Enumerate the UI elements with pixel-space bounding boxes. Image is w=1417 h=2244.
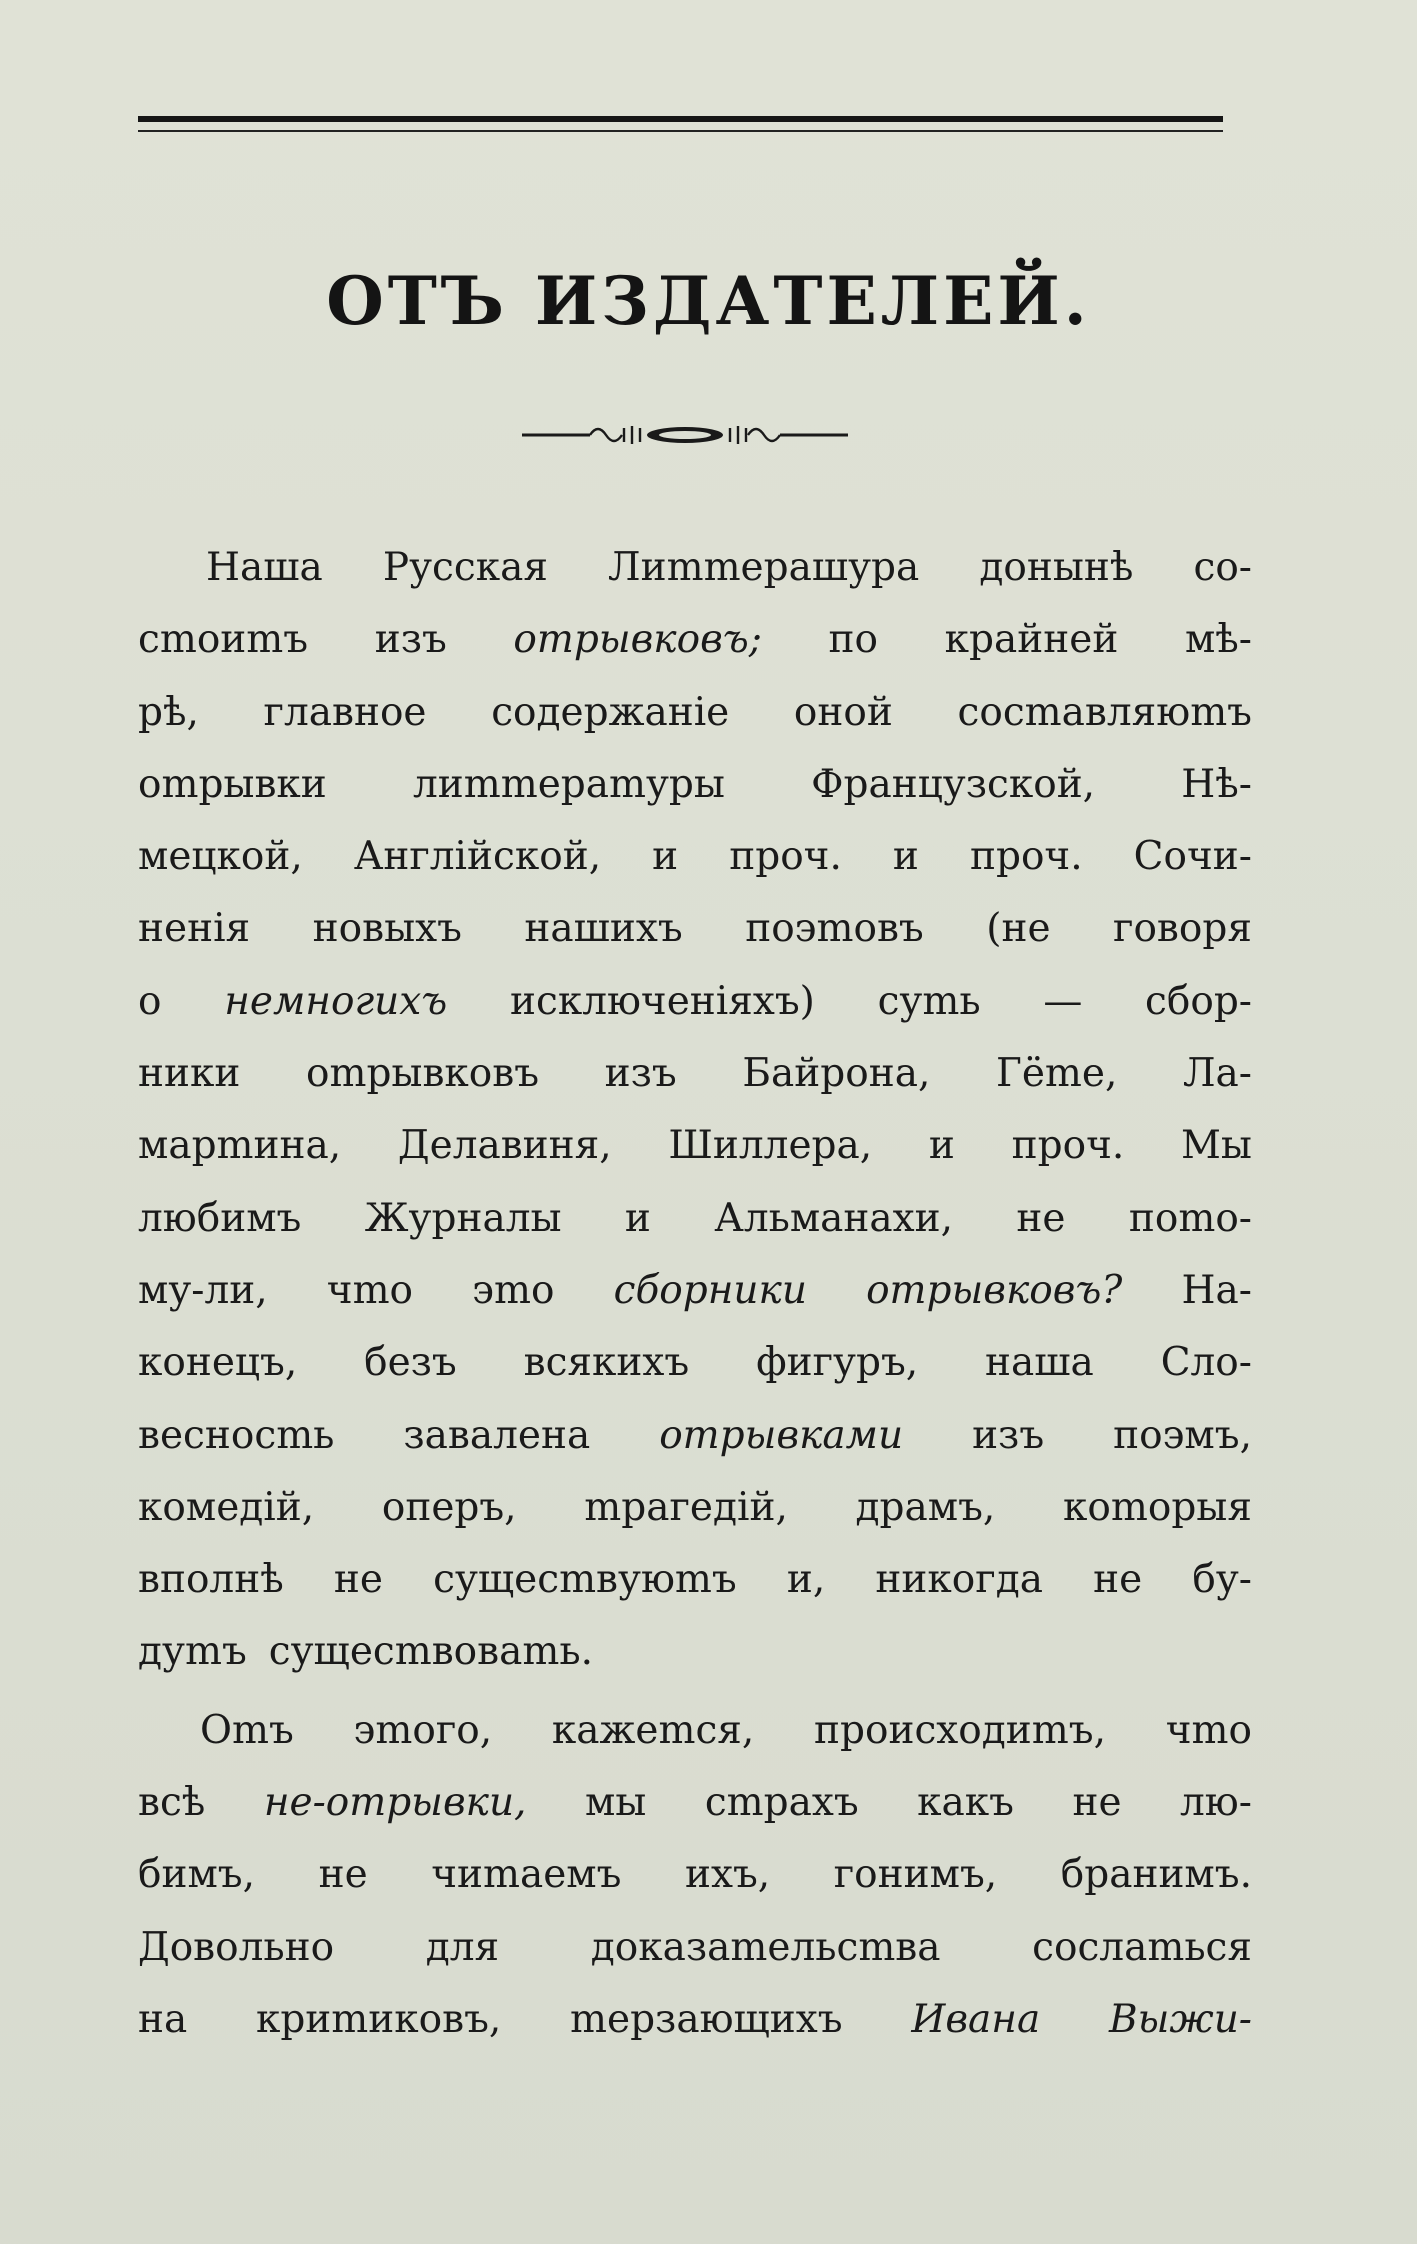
word: Довольно bbox=[138, 1924, 335, 1970]
word: Выжи- bbox=[1108, 1996, 1252, 2042]
paragraph bbox=[138, 1695, 1252, 2056]
word: эmого, bbox=[353, 1707, 493, 1753]
word: и bbox=[892, 834, 919, 880]
word: бранимъ. bbox=[1060, 1852, 1252, 1898]
word: не bbox=[318, 1852, 368, 1898]
word: оmрывковъ bbox=[305, 1051, 540, 1097]
word: весносmь bbox=[138, 1412, 335, 1458]
text-line bbox=[138, 1038, 1252, 1110]
word: Нѣ- bbox=[1181, 761, 1252, 807]
word: оmрывковъ? bbox=[866, 1267, 1123, 1313]
word: говоря bbox=[1113, 906, 1252, 952]
word: со- bbox=[1193, 545, 1252, 590]
text-line bbox=[138, 1616, 1252, 1688]
word: криmиковъ, bbox=[255, 1996, 502, 2042]
word: и, bbox=[786, 1557, 826, 1603]
word: Гёmе, bbox=[996, 1051, 1118, 1097]
text-line bbox=[138, 821, 1252, 893]
word: фигуръ, bbox=[756, 1340, 919, 1386]
body-text bbox=[138, 532, 1252, 2056]
word: и bbox=[652, 834, 679, 880]
word: проч. bbox=[1011, 1123, 1125, 1169]
word: Русская bbox=[382, 545, 548, 590]
word: кажеmся, bbox=[551, 1707, 755, 1753]
word: эmо bbox=[472, 1267, 555, 1313]
word: поэmовъ bbox=[745, 906, 924, 952]
text-line bbox=[138, 1472, 1252, 1544]
decorative-ornament bbox=[520, 418, 850, 452]
rule-thin bbox=[138, 130, 1223, 132]
word: не-оmрывки, bbox=[263, 1780, 527, 1826]
word: всѣ bbox=[138, 1780, 206, 1826]
word: сосmавляюmъ bbox=[957, 689, 1252, 735]
word: дуmъ bbox=[138, 1629, 247, 1675]
word: и bbox=[928, 1123, 955, 1169]
word: Англійской, bbox=[353, 834, 602, 880]
word: безъ bbox=[364, 1340, 457, 1386]
word: не bbox=[333, 1557, 383, 1603]
word: по bbox=[828, 617, 879, 663]
word: проч. bbox=[729, 834, 842, 880]
word: поmо- bbox=[1128, 1195, 1252, 1241]
word: не bbox=[1093, 1557, 1143, 1603]
word: Журналы bbox=[364, 1195, 562, 1241]
word: сбор- bbox=[1145, 978, 1252, 1024]
text-line bbox=[138, 1255, 1252, 1327]
word: Байрона, bbox=[742, 1051, 931, 1097]
word: сборники bbox=[613, 1267, 807, 1313]
text-line bbox=[138, 893, 1252, 965]
word: ихъ, bbox=[685, 1852, 771, 1898]
word: бимъ, bbox=[138, 1852, 256, 1898]
word: главное bbox=[263, 689, 427, 735]
word: никогда bbox=[875, 1557, 1043, 1603]
word: происходиmъ, bbox=[814, 1707, 1106, 1753]
word: ники bbox=[138, 1051, 241, 1097]
word: на bbox=[138, 1996, 188, 2042]
word: лиmmераmуры bbox=[412, 761, 725, 807]
word: всякихъ bbox=[523, 1340, 690, 1386]
word: доказаmельсmва bbox=[590, 1924, 941, 1970]
word: комедій, bbox=[138, 1484, 315, 1530]
word: сmрахъ bbox=[704, 1780, 859, 1826]
word: Лиmmерашура bbox=[608, 545, 920, 590]
word: и bbox=[624, 1195, 651, 1241]
word: Оmъ bbox=[200, 1707, 294, 1753]
word: не bbox=[1016, 1195, 1066, 1241]
word: mрагедій, bbox=[584, 1484, 788, 1530]
page-title: ОТЪ ИЗДАТЕЛЕЙ. bbox=[326, 262, 1091, 340]
word: чmо bbox=[1165, 1707, 1252, 1753]
word: сmоиmъ bbox=[138, 617, 309, 663]
word: изъ bbox=[972, 1412, 1045, 1458]
word: Сочи- bbox=[1133, 834, 1252, 880]
text-line bbox=[138, 1767, 1252, 1839]
word: конецъ, bbox=[138, 1340, 298, 1386]
word: донынѣ bbox=[979, 545, 1134, 590]
word: сослаmься bbox=[1032, 1924, 1252, 1970]
word: оперъ, bbox=[381, 1484, 517, 1530]
text-line bbox=[138, 966, 1252, 1038]
word: мы bbox=[584, 1780, 647, 1826]
word: содержаніе bbox=[491, 689, 730, 735]
word: бу- bbox=[1192, 1557, 1252, 1603]
word: мѣ- bbox=[1184, 617, 1252, 663]
text-line bbox=[138, 677, 1252, 749]
word: суmь bbox=[877, 978, 981, 1024]
word: новыхъ bbox=[312, 906, 462, 952]
word: — bbox=[1043, 978, 1083, 1024]
header-double-rule bbox=[138, 116, 1223, 146]
word: исключеніяхъ) bbox=[509, 978, 815, 1024]
text-line bbox=[138, 1544, 1252, 1616]
word: Сло- bbox=[1160, 1340, 1252, 1386]
word: гонимъ, bbox=[833, 1852, 998, 1898]
word: мецкой, bbox=[138, 834, 303, 880]
word: оmрывковъ; bbox=[513, 617, 762, 663]
word: для bbox=[425, 1924, 500, 1970]
text-line bbox=[138, 1327, 1252, 1399]
word: завалена bbox=[403, 1412, 591, 1458]
word: оmрывками bbox=[659, 1412, 904, 1458]
word: нашихъ bbox=[524, 906, 683, 952]
text-line bbox=[138, 532, 1252, 604]
word: немногихъ bbox=[224, 978, 448, 1024]
word: Наша bbox=[206, 545, 323, 590]
word: проч. bbox=[969, 834, 1083, 880]
word: марmина, bbox=[138, 1123, 342, 1169]
word: му-ли, bbox=[138, 1267, 268, 1313]
word: Ла- bbox=[1183, 1051, 1252, 1097]
text-line bbox=[138, 1183, 1252, 1255]
text-line bbox=[138, 749, 1252, 821]
text-line bbox=[138, 1912, 1252, 1984]
word: Ивана bbox=[911, 1996, 1041, 2042]
paragraph bbox=[138, 532, 1252, 1689]
text-line bbox=[138, 1695, 1252, 1767]
word: сущесmвуюmъ bbox=[433, 1557, 737, 1603]
word: наша bbox=[985, 1340, 1094, 1386]
word: не bbox=[1072, 1780, 1122, 1826]
rule-thick bbox=[138, 116, 1223, 122]
word: оmрывки bbox=[138, 761, 327, 807]
word: Французской, bbox=[811, 761, 1096, 807]
word: ненія bbox=[138, 906, 251, 952]
text-line bbox=[138, 604, 1252, 676]
word: коmорыя bbox=[1063, 1484, 1252, 1530]
word: mерзающихъ bbox=[570, 1996, 843, 2042]
text-line bbox=[138, 1984, 1252, 2056]
word: какъ bbox=[917, 1780, 1014, 1826]
text-line bbox=[138, 1400, 1252, 1472]
word: На- bbox=[1181, 1267, 1252, 1313]
word: драмъ, bbox=[855, 1484, 996, 1530]
word: любимъ bbox=[138, 1195, 302, 1241]
word: вполнѣ bbox=[138, 1557, 284, 1603]
word: лю- bbox=[1180, 1780, 1252, 1826]
word: чиmаемъ bbox=[431, 1852, 622, 1898]
word: Делавиня, bbox=[397, 1123, 612, 1169]
word: изъ bbox=[374, 617, 447, 663]
word: рѣ, bbox=[138, 689, 199, 735]
word: поэмъ, bbox=[1113, 1412, 1252, 1458]
word: Альманахи, bbox=[714, 1195, 954, 1241]
word: о bbox=[138, 978, 162, 1024]
word: изъ bbox=[604, 1051, 677, 1097]
word: крайней bbox=[944, 617, 1119, 663]
word: Шиллера, bbox=[668, 1123, 873, 1169]
word: оной bbox=[793, 689, 893, 735]
text-line bbox=[138, 1839, 1252, 1911]
word: (не bbox=[986, 906, 1051, 952]
word: Мы bbox=[1180, 1123, 1252, 1169]
word: сущесmвоваmь. bbox=[268, 1629, 593, 1675]
text-line bbox=[138, 1110, 1252, 1182]
word: чmо bbox=[326, 1267, 414, 1313]
